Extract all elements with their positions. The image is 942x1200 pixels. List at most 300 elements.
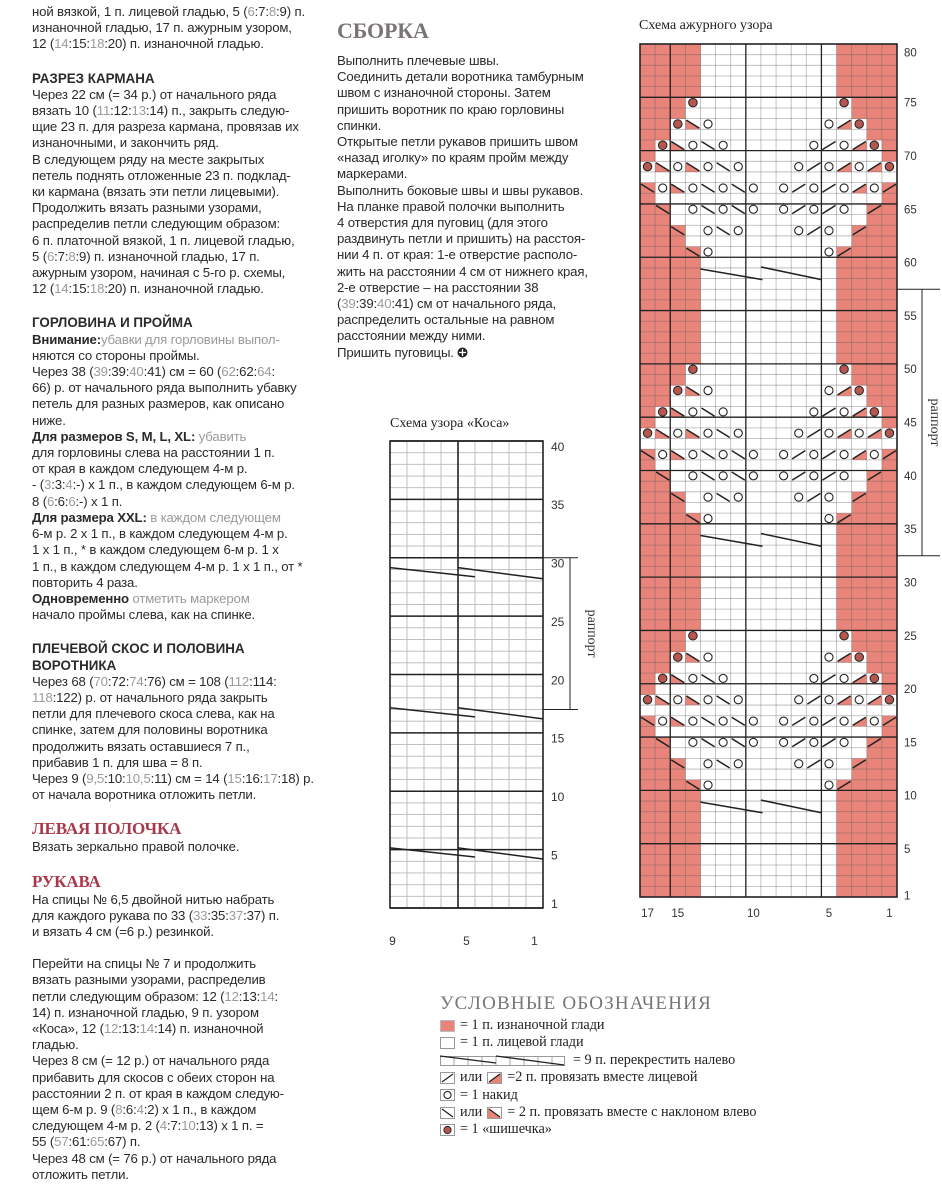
pocket-line: Продолжить вязать разными узорами,: [32, 200, 262, 216]
yarn-over-symbol: [704, 386, 712, 394]
ssk-symbol: [701, 675, 714, 683]
xxl-line: повторить 4 раза.: [32, 574, 138, 590]
sizes-line: 8 (6:6:6:-) х 1 п.: [32, 493, 123, 509]
sizes-line: от края в каждом следующем 4-м р.: [32, 461, 248, 477]
yarn-over-symbol: [704, 760, 712, 768]
yarn-over-symbol: [840, 408, 848, 416]
yarn-over-symbol: [840, 141, 848, 149]
assembly-line: нии 4 п. от края: 1-е отверстие располо-: [337, 247, 578, 263]
sleeves-line: расстоянии 2 п. от края в каждом следую-: [32, 1085, 284, 1101]
cable-chart-title: Схема узора «Коса»: [390, 416, 510, 431]
yarn-over-symbol: [780, 738, 788, 746]
neckline-line: няются со стороны проймы.: [32, 347, 200, 363]
k2tog-symbol: [822, 451, 835, 459]
yarn-over-symbol: [825, 429, 833, 437]
yarn-over-symbol: [825, 386, 833, 394]
sleeves-line: На спицы № 6,5 двойной нитью набрать: [32, 891, 275, 907]
yarn-over-symbol: [810, 450, 818, 458]
yarn-over-symbol: [810, 141, 818, 149]
cable-cross-line: [700, 536, 762, 547]
pocket-line: щие 23 п. для разреза кармана, провязав их: [32, 119, 299, 135]
ssk-symbol: [701, 472, 714, 480]
yarn-over-symbol: [840, 717, 848, 725]
sleeves-line: гладью.: [32, 1037, 79, 1053]
yarn-over-symbol: [810, 408, 818, 416]
row-label: 70: [904, 150, 917, 163]
assembly-line: пришить воротник по краю горловины: [337, 101, 565, 117]
yarn-over-symbol: [689, 717, 697, 725]
yarn-over-symbol: [810, 205, 818, 213]
ssk-symbol: [701, 451, 714, 459]
row-label: 5: [904, 844, 911, 857]
k2tog-symbol: [792, 739, 805, 747]
yarn-over-symbol: [719, 184, 727, 192]
bobble-symbol: [643, 695, 652, 704]
left-front-line: Вязать зеркально правой полочке.: [32, 839, 240, 855]
intro-line: изнаночной гладью, 17 п. ажурным узором,: [32, 20, 292, 36]
pocket-line: петель поднять отложенные 23 п. подклад-: [32, 167, 291, 183]
sleeves-line: следующем 4-м р. 2 (4:7:10:13) х 1 п. =: [32, 1118, 264, 1134]
yarn-over-symbol: [810, 717, 818, 725]
sleeves-line: Через 8 см (= 12 р.) от начального ряда: [32, 1053, 270, 1069]
ssk-symbol: [732, 739, 745, 747]
bold-label: Для размера XXL:: [32, 509, 147, 525]
yarn-over-symbol: [689, 408, 697, 416]
k2tog-symbol: [822, 472, 835, 480]
assembly-line: 4 отверстия для пуговиц (для этого: [337, 215, 548, 231]
pocket-line: распределив петли следующим образом:: [32, 216, 281, 232]
neckline-line: Через 38 (39:39:40:41) см = 60 (62:62:64:: [32, 364, 275, 380]
assembly-line: жить на расстоянии 4 см от нижнего края,: [337, 263, 588, 279]
yarn-over-symbol: [825, 696, 833, 704]
yarn-over-symbol: [825, 514, 833, 522]
yarn-over-symbol: [795, 493, 803, 501]
ssk-symbol: [717, 227, 730, 235]
legend: [440, 992, 756, 1139]
bobble-symbol: [870, 674, 879, 683]
yarn-over-symbol: [810, 738, 818, 746]
ssk-symbol: [732, 184, 745, 192]
yarn-over-symbol: [734, 163, 742, 171]
bobble-symbol: [870, 408, 879, 417]
ssk-purl-icon: [487, 1107, 502, 1119]
bobble-icon: [440, 1124, 455, 1136]
yarn-over-symbol: [780, 450, 788, 458]
sizes-line: для горловины слева на расстоянии 1 п.: [32, 445, 275, 461]
ssk-symbol: [732, 472, 745, 480]
yarn-over-symbol: [689, 184, 697, 192]
shoulder-line: прибавив 1 п. для шва = 8 п.: [32, 754, 203, 770]
yarn-over-symbol: [825, 781, 833, 789]
yarn-over-symbol: [734, 696, 742, 704]
bobble-symbol: [689, 632, 698, 641]
row-label: 75: [904, 97, 917, 110]
col-label: 1: [531, 934, 538, 948]
assembly-line: спинки.: [337, 117, 382, 133]
bobble-symbol: [674, 653, 683, 662]
bobble-symbol: [885, 429, 894, 438]
row-label: 5: [551, 848, 558, 863]
rapport-label: раппорт: [584, 609, 599, 658]
shoulder-line: от начала воротника отложить петли.: [32, 787, 257, 803]
yarn-over-symbol: [855, 429, 863, 437]
yarn-over-symbol: [825, 760, 833, 768]
col-label: 17: [641, 908, 654, 920]
k2tog-symbol: [807, 696, 820, 704]
simultaneous-line: начало проймы слева, как на спинке.: [32, 607, 256, 623]
cable-cross-line: [700, 802, 762, 813]
yarn-over-symbol: [749, 738, 757, 746]
yarn-over-symbol: [689, 141, 697, 149]
bobble-symbol: [885, 695, 894, 704]
k2tog-symbol: [822, 205, 835, 213]
pocket-line: 12 (14:15:18:20) п. изнаночной гладью.: [32, 281, 264, 297]
row-label: 35: [904, 524, 917, 537]
yarn-over-symbol: [810, 674, 818, 682]
yarn-over-symbol: [689, 205, 697, 213]
bold-label: Одновременно: [32, 590, 129, 606]
bobble-symbol: [643, 429, 652, 438]
sleeves-line: 14) п. изнаночной гладью, 9 п. узором: [32, 1004, 259, 1020]
sleeves-line: «Коса», 12 (12:13:14:14) п. изнаночной: [32, 1020, 264, 1036]
pocket-line: изнаночными, и закончить ряд.: [32, 135, 219, 151]
bobble-symbol: [658, 408, 667, 417]
yarn-over-symbol: [780, 205, 788, 213]
shoulder-line: 118:122) р. от начального ряда закрыть: [32, 689, 268, 705]
pocket-line: Через 22 см (= 34 р.) от начального ряда: [32, 86, 277, 102]
xxl-line: 1 х 1 п., * в каждом следующем 6-м р. 1 х: [32, 542, 279, 558]
yarn-over-symbol: [840, 472, 848, 480]
assembly-line: распределить остальные на равном: [337, 312, 555, 328]
legend-item-k2tog: или =2 п. провязать вместе лицевой: [440, 1069, 756, 1086]
row-label: 30: [904, 577, 917, 590]
row-label: 25: [551, 614, 565, 629]
row-label: 65: [904, 204, 917, 217]
yarn-over-symbol: [719, 450, 727, 458]
row-label: 40: [551, 439, 565, 454]
yarn-over-symbol: [855, 163, 863, 171]
intro-line: ной вязкой, 1 п. лицевой гладью, 5 (6:7:8:9) п.: [32, 4, 306, 19]
yarn-over-symbol: [749, 472, 757, 480]
col-label: 5: [463, 934, 470, 948]
k2tog-purl-icon: [487, 1072, 502, 1084]
ssk-symbol: [732, 205, 745, 213]
yarn-over-symbol: [795, 696, 803, 704]
yarn-over-symbol: [780, 184, 788, 192]
ssk-symbol: [701, 717, 714, 725]
ssk-symbol: [701, 739, 714, 747]
sleeves-line: петли следующим образом: 12 (12:13:14:: [32, 988, 279, 1004]
yarn-over-symbol: [704, 696, 712, 704]
yarn-over-symbol: [689, 738, 697, 746]
xxl-line: 1 п., в каждом следующем 4-м р. 1 х 1 п., от *: [32, 558, 303, 574]
k2tog-symbol: [792, 205, 805, 213]
shoulder-heading: ПЛЕЧЕВОЙ СКОС И ПОЛОВИНА: [32, 641, 245, 657]
yarn-over-symbol: [810, 472, 818, 480]
legend-title: УСЛОВНЫЕ ОБОЗНАЧЕНИЯ: [440, 993, 712, 1014]
yarn-over-symbol: [734, 493, 742, 501]
bobble-symbol: [658, 141, 667, 150]
pocket-line: ажурным узором, начиная с 5-го р. схемы,: [32, 265, 286, 281]
yarn-over-symbol: [659, 184, 667, 192]
yarn-over-symbol: [870, 450, 878, 458]
yarn-over-symbol: [749, 717, 757, 725]
k2tog-symbol: [807, 227, 820, 235]
yarn-over-symbol: [704, 781, 712, 789]
yarn-over-symbol: [719, 472, 727, 480]
yarn-over-symbol: [704, 429, 712, 437]
yarn-over-symbol: [825, 653, 833, 661]
yarn-over-symbol: [795, 429, 803, 437]
row-label: 20: [551, 673, 565, 688]
row-label: 10: [551, 790, 565, 805]
legend-item-purl: = 1 п. изнаночной глади: [440, 1017, 756, 1034]
ssk-symbol: [717, 163, 730, 171]
row-label: 30: [551, 556, 565, 571]
yarn-over-symbol: [734, 227, 742, 235]
yarn-over-symbol: [719, 717, 727, 725]
neckline-line: Внимание:убавки для горловины выпол-: [32, 331, 280, 347]
bobble-symbol: [885, 162, 894, 171]
k2tog-symbol: [792, 184, 805, 192]
legend-item-cable: = 9 п. перекрестить налево: [440, 1052, 756, 1069]
pocket-line: вязать 10 (11:12:13:14) п., закрыть следую-: [32, 103, 290, 119]
row-label: 60: [904, 257, 917, 270]
purl-square-icon: [440, 1020, 455, 1032]
k2tog-icon: [440, 1072, 455, 1084]
yarn-over-symbol: [840, 184, 848, 192]
yarn-over-symbol: [719, 674, 727, 682]
k2tog-symbol: [807, 760, 820, 768]
row-label: 45: [904, 417, 917, 430]
ssk-symbol: [732, 717, 745, 725]
yarn-over-symbol: [780, 472, 788, 480]
row-label: 55: [904, 310, 917, 323]
sleeves-line: 55 (57:61:65:67) п.: [32, 1134, 141, 1150]
bobble-symbol: [840, 98, 849, 107]
assembly-line: раздвинуть петли и пришить) на расстоя-: [337, 231, 586, 247]
row-label: 15: [551, 731, 565, 746]
legend-item-yarn-over: = 1 накид: [440, 1087, 756, 1104]
bobble-symbol: [674, 120, 683, 129]
yarn-over-symbol: [734, 429, 742, 437]
yarn-over-symbol: [810, 184, 818, 192]
k2tog-symbol: [822, 184, 835, 192]
row-label: 40: [904, 470, 917, 483]
ssk-symbol: [701, 205, 714, 213]
xxl-line: Для размера XXL: в каждом следующем: [32, 509, 281, 525]
pocket-line: ки кармана (вязать эти петли лицевыми).: [32, 184, 280, 200]
yarn-over-symbol: [825, 163, 833, 171]
k2tog-symbol: [807, 493, 820, 501]
sleeves-line: Через 48 см (= 76 р.) от начального ряда: [32, 1150, 277, 1166]
row-label: 1: [904, 890, 911, 903]
sleeves-line: Перейти на спицы № 7 и продолжить: [32, 956, 256, 972]
yarn-over-symbol: [704, 653, 712, 661]
sleeves-line: и вязать 4 см (=6 р.) резинкой.: [32, 923, 214, 939]
sleeves-line: щем 6-м р. 9 (8:6:4:2) х 1 п., в каждом: [32, 1101, 257, 1117]
cable-cross-line: [700, 269, 762, 280]
k2tog-symbol: [822, 408, 835, 416]
bobble-symbol: [689, 365, 698, 374]
bobble-symbol: [855, 653, 864, 662]
sleeves-line: для каждого рукава по 33 (33:35:37:37) п.: [32, 907, 280, 923]
openwork-chart-title: Схема ажурного узора: [639, 18, 773, 33]
row-label: 20: [904, 684, 917, 697]
yarn-over-symbol: [795, 163, 803, 171]
assembly-line: «назад иголку» по краям пройм между: [337, 150, 569, 166]
k2tog-symbol: [822, 717, 835, 725]
assembly-line: На планке правой полочки выполнить: [337, 198, 565, 214]
neckline-line: 66) р. от начального ряда выполнить убавку: [32, 380, 297, 396]
yarn-over-symbol: [840, 450, 848, 458]
yarn-over-icon: [440, 1089, 455, 1101]
neckline-heading: ГОРЛОВИНА И ПРОЙМА: [32, 315, 193, 331]
yarn-over-symbol: [704, 163, 712, 171]
yarn-over-symbol: [795, 227, 803, 235]
yarn-over-symbol: [825, 248, 833, 256]
legend-item-ssk: или = 2 п. провязать вместе с наклоном влево: [440, 1104, 756, 1121]
assembly-line: швом с изнаночной стороны. Затем: [337, 85, 551, 101]
yarn-over-symbol: [689, 450, 697, 458]
col-label: 1: [886, 908, 893, 920]
row-label: 35: [551, 498, 565, 513]
bobble-symbol: [855, 386, 864, 395]
bobble-symbol: [855, 120, 864, 129]
k2tog-symbol: [807, 163, 820, 171]
bobble-symbol: [658, 674, 667, 683]
col-label: 15: [671, 908, 685, 920]
legend-item-bobble: = 1 «шишечка»: [440, 1121, 756, 1138]
assembly-line: Открытые петли рукавов пришить швом: [337, 134, 578, 150]
yarn-over-symbol: [734, 760, 742, 768]
shoulder-line: петли для плечевого скоса слева, как на: [32, 706, 275, 722]
k2tog-symbol: [792, 472, 805, 480]
ssk-icon: [440, 1107, 455, 1119]
row-label: 25: [904, 630, 917, 643]
sleeves-line: прибавить для скосов с обеих сторон на: [32, 1069, 275, 1085]
k2tog-symbol: [792, 451, 805, 459]
k2tog-symbol: [792, 717, 805, 725]
knit-square-icon: [440, 1037, 455, 1049]
yarn-over-symbol: [689, 674, 697, 682]
yarn-over-symbol: [674, 163, 682, 171]
neckline-line: ниже.: [32, 412, 66, 428]
assembly-line: Пришить пуговицы.: [337, 345, 627, 361]
ssk-symbol: [732, 451, 745, 459]
shoulder-line: спинке, затем для половины воротника: [32, 722, 268, 738]
xxl-line: 6-м р. 2 х 1 п., в каждом следующем 4-м р.: [32, 526, 288, 542]
sleeves-line: вязать разными узорами, распределив: [32, 972, 266, 988]
yarn-over-symbol: [840, 738, 848, 746]
legend-item-knit: = 1 п. лицевой глади: [440, 1034, 756, 1051]
sleeves-line: отложить петли.: [32, 1166, 129, 1182]
yarn-over-symbol: [840, 674, 848, 682]
yarn-over-symbol: [689, 472, 697, 480]
assembly-line: (39:39:40:41) см от начального ряда,: [337, 296, 557, 312]
row-label: 1: [551, 897, 558, 912]
pocket-line: 5 (6:7:8:9) п. изнаночной гладью, 17 п.: [32, 248, 260, 264]
k2tog-symbol: [807, 429, 820, 437]
ssk-symbol: [717, 696, 730, 704]
simultaneous-line: Одновременно отметить маркером: [32, 590, 250, 606]
k2tog-symbol: [822, 675, 835, 683]
yarn-over-symbol: [704, 120, 712, 128]
ssk-symbol: [701, 141, 714, 149]
yarn-over-symbol: [825, 227, 833, 235]
bobble-symbol: [689, 98, 698, 107]
yarn-over-symbol: [795, 760, 803, 768]
yarn-over-symbol: [674, 696, 682, 704]
yarn-over-symbol: [840, 205, 848, 213]
col-label: 9: [389, 934, 396, 948]
pocket-line: 6 п. платочной вязкой, 1 п. лицевой гладью,: [32, 232, 295, 248]
ssk-symbol: [701, 408, 714, 416]
yarn-over-symbol: [659, 450, 667, 458]
yarn-over-symbol: [870, 717, 878, 725]
yarn-over-symbol: [719, 738, 727, 746]
yarn-over-symbol: [749, 450, 757, 458]
shoulder-line: продолжить вязать оставшиеся 7 п.,: [32, 738, 250, 754]
ssk-symbol: [701, 184, 714, 192]
sizes-line: - (3:3:4:-) х 1 п., в каждом следующем 6-м р.: [32, 477, 295, 493]
shoulder-line: Через 68 (70:72:74:76) см = 108 (112:114:: [32, 673, 277, 689]
cable-9-left-icon: [440, 1054, 568, 1066]
row-label: 10: [904, 790, 917, 803]
pocket-line: В следующем ряду на месте закрытых: [32, 151, 265, 167]
yarn-over-symbol: [749, 184, 757, 192]
k2tog-symbol: [822, 739, 835, 747]
assembly-line: Соединить детали воротника тамбурным: [337, 69, 584, 85]
assembly-line: Выполнить плечевые швы.: [337, 53, 500, 68]
row-label: 50: [904, 364, 917, 377]
bold-label: Внимание:: [32, 331, 101, 347]
yarn-over-symbol: [855, 696, 863, 704]
k2tog-symbol: [822, 141, 835, 149]
assembly-heading: СБОРКА: [337, 18, 429, 43]
yarn-over-symbol: [870, 184, 878, 192]
bobble-symbol: [674, 386, 683, 395]
yarn-over-symbol: [825, 493, 833, 501]
assembly-line: 2-е отверстие – на расстоянии 38: [337, 279, 539, 295]
intro-line: 12 (14:15:18:20) п. изнаночной гладью.: [32, 36, 264, 52]
bobble-symbol: [840, 365, 849, 374]
pocket-heading: РАЗРЕЗ КАРМАНА: [32, 70, 155, 86]
yarn-over-symbol: [749, 205, 757, 213]
assembly-line: расстоянии между ними.: [337, 328, 486, 344]
row-label: 80: [904, 47, 917, 60]
row-label: 15: [904, 737, 917, 750]
yarn-over-symbol: [825, 120, 833, 128]
yarn-over-symbol: [719, 141, 727, 149]
yarn-over-symbol: [659, 717, 667, 725]
bobble-symbol: [840, 632, 849, 641]
ssk-symbol: [717, 429, 730, 437]
yarn-over-symbol: [674, 429, 682, 437]
bobble-symbol: [643, 162, 652, 171]
yarn-over-symbol: [704, 514, 712, 522]
yarn-over-symbol: [704, 227, 712, 235]
assembly-line: Выполнить боковые швы и швы рукавов.: [337, 182, 584, 198]
assembly-line: маркерами.: [337, 166, 408, 182]
sleeves-heading: РУКАВА: [32, 871, 101, 891]
bobble-symbol: [870, 141, 879, 150]
yarn-over-symbol: [719, 205, 727, 213]
yarn-over-symbol: [719, 408, 727, 416]
left-front-heading: ЛЕВАЯ ПОЛОЧКА: [32, 819, 182, 839]
col-label: 5: [825, 908, 833, 920]
yarn-over-symbol: [704, 248, 712, 256]
